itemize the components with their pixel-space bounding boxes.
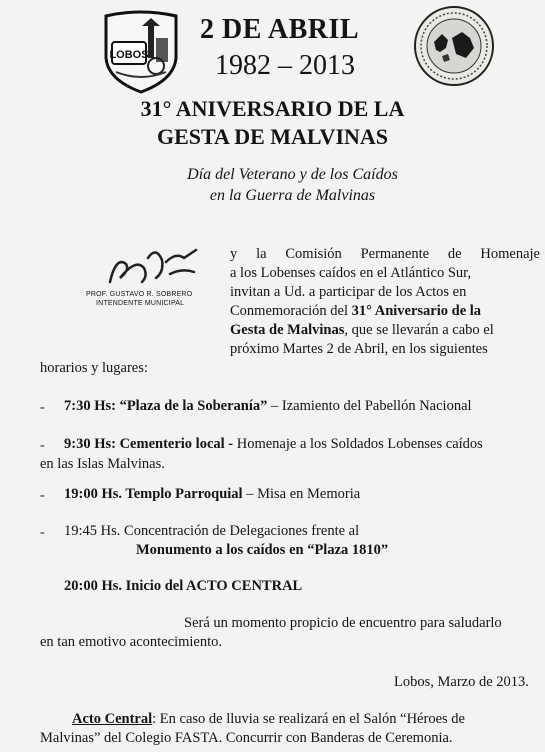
place-date: Lobos, Marzo de 2013. xyxy=(394,674,529,690)
schedule-time: 7:30 Hs: “Plaza de la Soberanía” xyxy=(64,398,268,414)
logo-text: LOBOS xyxy=(109,49,149,61)
note-line1 xyxy=(72,710,465,729)
invitation-text: , que se llevarán a cabo el xyxy=(344,322,494,338)
subtitle-line2: en la Guerra de Malvinas xyxy=(209,187,376,204)
schedule-time: 19:00 Hs. Templo Parroquial xyxy=(64,486,243,502)
closing-line2: en tan emotivo acontecimiento. xyxy=(40,634,222,650)
invitation-text: Conmemoración del xyxy=(230,303,352,319)
signature-name: PROF. GUSTAVO R. SOBRERO xyxy=(86,291,193,298)
schedule-time: 9:30 Hs: Cementerio local - xyxy=(64,436,234,452)
schedule-item-4-monument xyxy=(136,542,388,559)
invitation-line-last: horarios y lugares: xyxy=(40,360,148,376)
bullet-dash: - xyxy=(40,438,45,453)
note-line2: Malvinas” del Colegio FASTA. Concurrir con Banderas de Ceremonia. xyxy=(40,730,453,746)
schedule-item-4: 19:45 Hs. Concentración de Delegaciones frente al xyxy=(64,523,360,539)
invitation-paragraph xyxy=(230,245,540,359)
handwritten-signature xyxy=(86,238,226,288)
malvinas-emblem xyxy=(412,4,496,93)
signature-title: INTENDENTE MUNICIPAL xyxy=(96,300,185,307)
invitation-line xyxy=(230,302,540,321)
signature-block xyxy=(86,238,226,318)
closing-line1: Será un momento propicio de encuentro para saludarlo xyxy=(184,615,502,631)
schedule-item-1 xyxy=(64,398,472,415)
bullet-dash: - xyxy=(40,525,45,540)
invitation-line xyxy=(230,321,540,340)
bullet-dash: - xyxy=(40,400,45,415)
invitation-line: próximo Martes 2 de Abril, en los siguientes xyxy=(230,341,488,357)
schedule-text: – Misa en Memoria xyxy=(242,486,361,502)
schedule-item-3 xyxy=(64,486,360,503)
subtitle-line1: Día del Veterano y de los Caídos xyxy=(187,166,398,183)
schedule-item-5 xyxy=(64,578,302,595)
schedule-item-2 xyxy=(64,436,483,453)
invitation-bold-text: Gesta de Malvinas xyxy=(230,322,345,338)
note-text: : En caso de lluvia se realizará en el Salón “Héroes de xyxy=(152,711,465,727)
anniversary-heading-line1: 31° ANIVERSARIO DE LA xyxy=(140,96,405,121)
invitation-line: invitan a Ud. a participar de los Actos en xyxy=(230,284,467,300)
years-title: 1982 – 2013 xyxy=(215,50,355,81)
lobos-logo xyxy=(96,8,186,101)
anniversary-heading-line2: GESTA DE MALVINAS xyxy=(156,124,389,149)
invitation-line: y la Comisión Permanente de Homenaje xyxy=(230,246,540,262)
schedule-bold-text: Monumento a los caídos en “Plaza 1810” xyxy=(136,542,389,558)
bullet-dash: - xyxy=(40,488,45,503)
schedule-text: Homenaje a los Soldados Lobenses caídos xyxy=(233,436,483,452)
schedule-time: 20:00 Hs. Inicio del ACTO CENTRAL xyxy=(64,578,303,594)
date-title: 2 DE ABRIL xyxy=(200,14,360,45)
invitation-line: a los Lobenses caídos en el Atlántico Sur, xyxy=(230,265,472,281)
schedule-item-2-cont: en las Islas Malvinas. xyxy=(40,456,165,472)
invitation-bold-text: 31° Aniversario de la xyxy=(351,303,482,319)
schedule-text: – Izamiento del Pabellón Nacional xyxy=(267,398,472,414)
note-label: Acto Central xyxy=(72,711,153,727)
